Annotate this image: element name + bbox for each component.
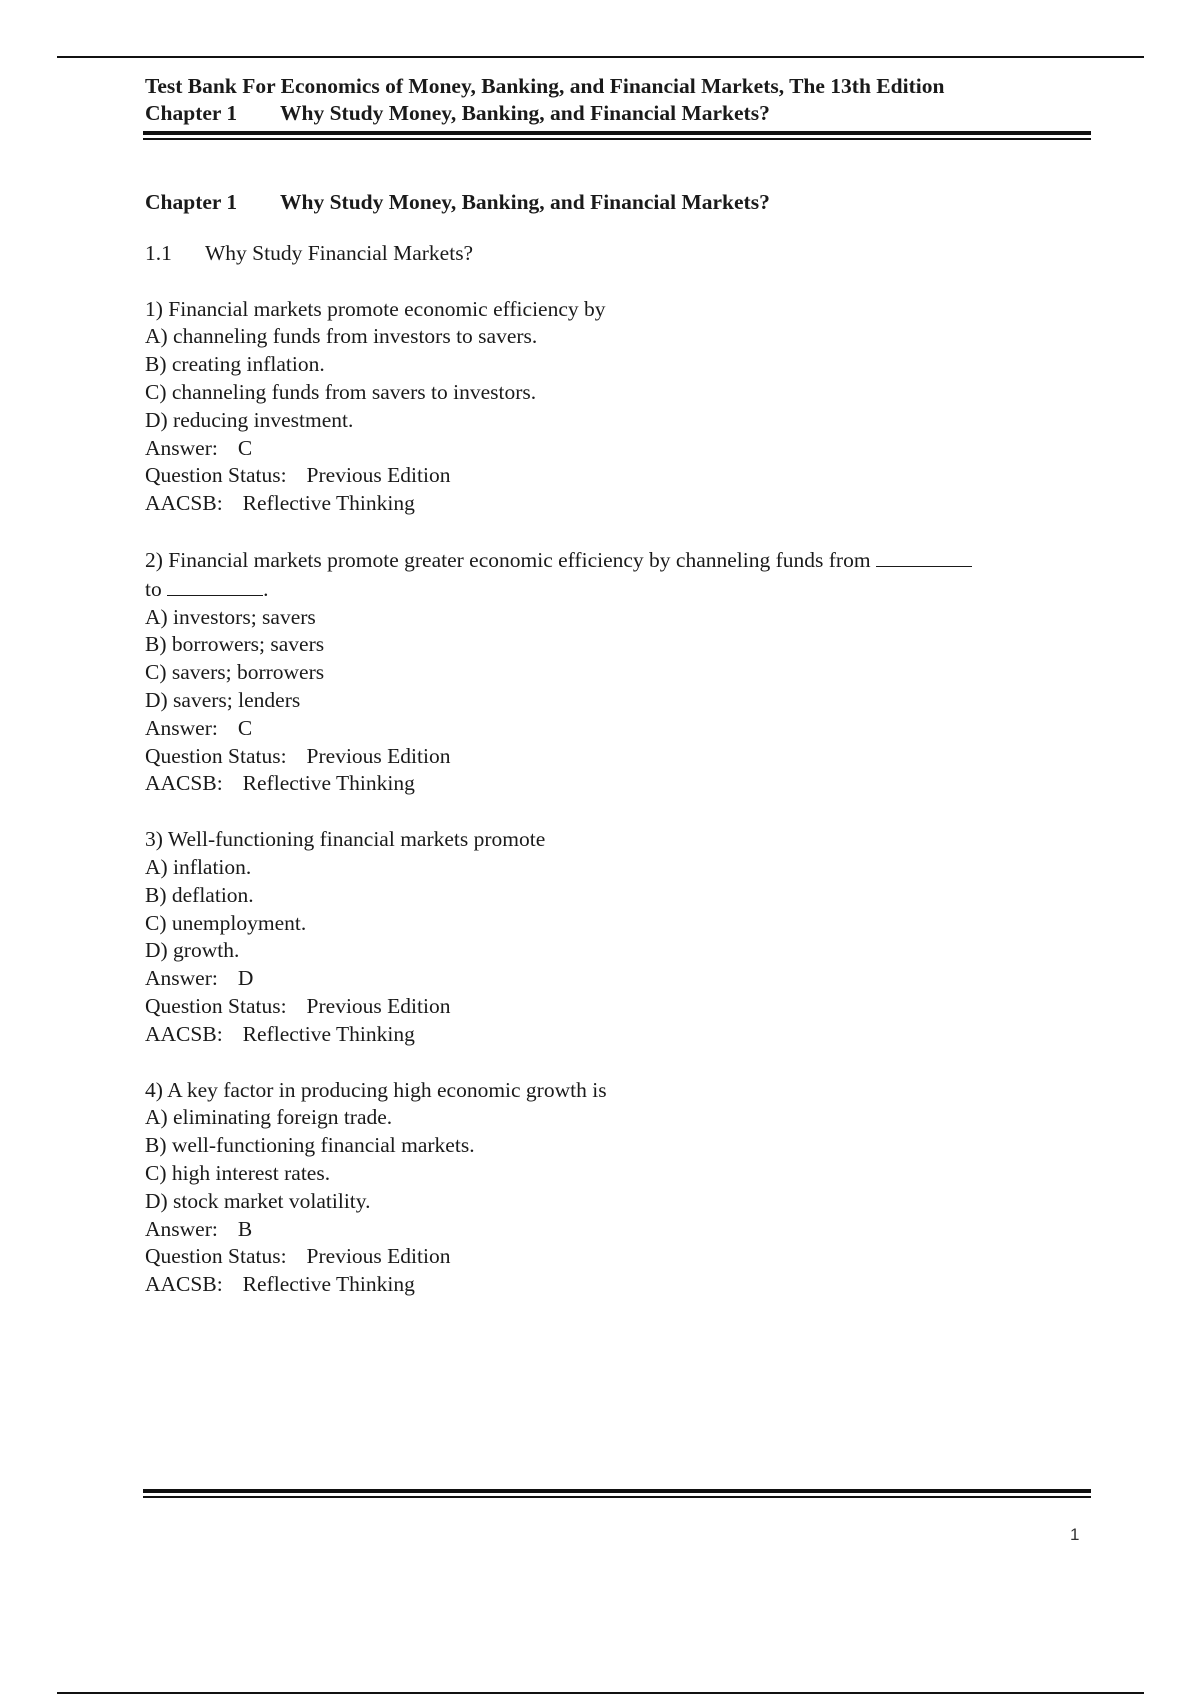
page-number: 1	[1070, 1525, 1080, 1544]
answer-line	[145, 965, 1095, 993]
header-title: Test Bank For Economics of Money, Banking, and Financial Markets, The 13th Edition	[145, 74, 945, 98]
answer-line	[145, 1216, 1095, 1244]
status-value: Previous Edition	[306, 1244, 451, 1269]
option-a: A) eliminating foreign trade.	[145, 1105, 393, 1130]
question-3	[145, 826, 1095, 1048]
option-d: D) savers; lenders	[145, 687, 301, 712]
answer-label: Answer:	[145, 715, 218, 740]
aacsb-value: Reflective Thinking	[242, 491, 415, 516]
header-double-rule	[143, 131, 1091, 140]
chapter-heading	[145, 189, 1095, 217]
question-1	[145, 296, 1095, 518]
aacsb-label: AACSB:	[145, 1021, 223, 1046]
aacsb-label: AACSB:	[145, 771, 223, 796]
chapter-title: Why Study Money, Banking, and Financial Markets?	[280, 190, 770, 214]
status-label: Question Status:	[145, 463, 287, 488]
document-body	[145, 189, 1095, 1327]
option-b: B) well-functioning financial markets.	[145, 1133, 475, 1158]
aacsb-line	[145, 1271, 1095, 1299]
aacsb-label: AACSB:	[145, 1272, 223, 1297]
section-number: 1.1	[145, 240, 172, 265]
status-line	[145, 743, 1095, 771]
option-a: A) investors; savers	[145, 604, 316, 629]
answer-value: C	[237, 435, 253, 460]
question-stem: 4) A key factor in producing high economic growth is	[145, 1077, 607, 1102]
question-stem-text: 2) Financial markets promote greater economic efficiency by channeling funds from	[145, 547, 871, 572]
status-label: Question Status:	[145, 1244, 287, 1269]
question-stem: 1) Financial markets promote economic efficiency by	[145, 296, 606, 321]
option-b: B) deflation.	[145, 882, 254, 907]
option-c: C) high interest rates.	[145, 1160, 331, 1185]
status-line	[145, 993, 1095, 1021]
answer-label: Answer:	[145, 1216, 218, 1241]
question-stem: 3) Well-functioning financial markets promote	[145, 827, 546, 852]
aacsb-value: Reflective Thinking	[242, 1021, 415, 1046]
section-title: Why Study Financial Markets?	[205, 240, 474, 265]
answer-label: Answer:	[145, 435, 218, 460]
running-header	[145, 73, 1095, 127]
option-c: C) unemployment.	[145, 910, 307, 935]
answer-line	[145, 435, 1095, 463]
answer-value: C	[237, 715, 253, 740]
chapter-label: Chapter 1	[145, 190, 238, 214]
aacsb-value: Reflective Thinking	[242, 1272, 415, 1297]
question-2	[145, 546, 1095, 798]
option-a: A) channeling funds from investors to savers.	[145, 324, 538, 349]
question-stem-continued: to .	[145, 576, 269, 601]
header-chapter	[145, 100, 1095, 127]
option-a: A) inflation.	[145, 854, 252, 879]
status-value: Previous Edition	[306, 743, 451, 768]
status-line	[145, 1243, 1095, 1271]
section-heading	[145, 240, 1095, 268]
question-stem-cont-text: to	[145, 576, 162, 601]
question-4	[145, 1077, 1095, 1299]
option-d: D) stock market volatility.	[145, 1188, 371, 1213]
aacsb-line	[145, 1021, 1095, 1049]
page-bottom-rule	[57, 1692, 1144, 1694]
status-value: Previous Edition	[306, 993, 451, 1018]
answer-line	[145, 715, 1095, 743]
option-d: D) growth.	[145, 938, 240, 963]
page-top-rule	[57, 56, 1144, 58]
fill-in-blank	[167, 575, 263, 596]
header-chapter-label: Chapter 1	[145, 101, 238, 125]
status-label: Question Status:	[145, 993, 287, 1018]
option-c: C) savers; borrowers	[145, 660, 325, 685]
aacsb-label: AACSB:	[145, 491, 223, 516]
aacsb-value: Reflective Thinking	[242, 771, 415, 796]
fill-in-blank	[876, 546, 972, 567]
option-b: B) creating inflation.	[145, 352, 325, 377]
aacsb-line	[145, 770, 1095, 798]
aacsb-line	[145, 490, 1095, 518]
answer-value: D	[237, 966, 254, 991]
footer-double-rule	[143, 1489, 1091, 1498]
question-stem	[145, 546, 1095, 575]
status-line	[145, 462, 1095, 490]
answer-label: Answer:	[145, 966, 218, 991]
header-chapter-title: Why Study Money, Banking, and Financial Markets?	[280, 101, 770, 125]
status-value: Previous Edition	[306, 463, 451, 488]
option-c: C) channeling funds from savers to investors.	[145, 379, 537, 404]
option-d: D) reducing investment.	[145, 407, 354, 432]
option-b: B) borrowers; savers	[145, 632, 325, 657]
status-label: Question Status:	[145, 743, 287, 768]
answer-value: B	[237, 1216, 253, 1241]
